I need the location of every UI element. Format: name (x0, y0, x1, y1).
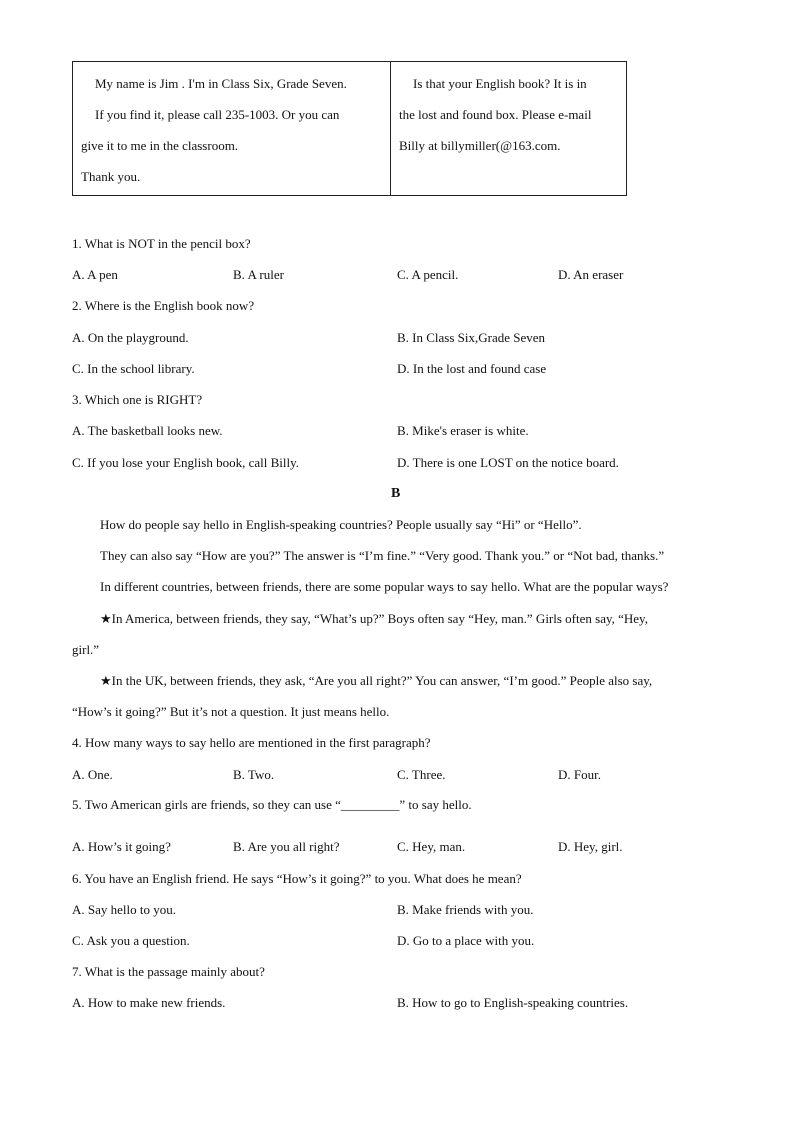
section-b-heading: B (391, 486, 401, 501)
q4-option-c: C. Three. (397, 767, 446, 782)
q2-option-a: A. On the playground. (72, 330, 189, 345)
q6-option-a: A. Say hello to you. (72, 902, 176, 917)
question-2: 2. Where is the English book now? (72, 298, 255, 313)
q5-option-d: D. Hey, girl. (558, 839, 623, 854)
passage-line-4: ★In America, between friends, they say, “What’s up?” Boys often say “Hey, man.” Girls often say, “Hey, (100, 611, 648, 626)
notice-jim-line-3: give it to me in the classroom. (81, 138, 239, 153)
q7-option-a: A. How to make new friends. (72, 995, 226, 1010)
notice-jim (73, 62, 391, 195)
q3-option-b: B. Mike's eraser is white. (397, 423, 529, 438)
passage-line-7: “How’s it going?” But it’s not a question. It just means hello. (72, 704, 390, 719)
q4-option-d: D. Four. (558, 767, 601, 782)
q3-option-c: C. If you lose your English book, call Billy. (72, 455, 299, 470)
passage-line-6: ★In the UK, between friends, they ask, “Are you all right?” You can answer, “I’m good.” People also say, (100, 673, 653, 688)
q5-option-b: B. Are you all right? (233, 839, 340, 854)
notice-billy-line-3: Billy at billymiller(@163.com. (399, 138, 561, 153)
q4-option-b: B. Two. (233, 767, 275, 782)
passage-line-3: In different countries, between friends, there are some popular ways to say hello. What are the popular ways? (100, 579, 669, 594)
notice-jim-line-4: Thank you. (81, 169, 141, 184)
q3-option-d: D. There is one LOST on the notice board. (397, 455, 619, 470)
q1-option-a: A. A pen (72, 267, 118, 282)
notice-jim-line-1: My name is Jim . I'm in Class Six, Grade Seven. (95, 76, 347, 91)
q3-option-a: A. The basketball looks new. (72, 423, 223, 438)
notice-billy-line-1: Is that your English book? It is in (413, 76, 587, 91)
question-7: 7. What is the passage mainly about? (72, 964, 265, 979)
passage-line-1: How do people say hello in English-speaking countries? People usually say “Hi” or “Hello”. (100, 517, 582, 532)
passage-line-5: girl.” (72, 642, 100, 657)
q2-option-c: C. In the school library. (72, 361, 195, 376)
question-1: 1. What is NOT in the pencil box? (72, 236, 251, 251)
question-5: 5. Two American girls are friends, so they can use “_________” to say hello. (72, 797, 472, 812)
q6-option-b: B. Make friends with you. (397, 902, 534, 917)
notice-billy (391, 62, 626, 195)
notice-jim-line-2: If you find it, please call 235-1003. Or you can (95, 107, 340, 122)
q7-option-b: B. How to go to English-speaking countries. (397, 995, 629, 1010)
question-6: 6. You have an English friend. He says “How’s it going?” to you. What does he mean? (72, 871, 522, 886)
q1-option-b: B. A ruler (233, 267, 284, 282)
q2-option-d: D. In the lost and found case (397, 361, 547, 376)
question-3: 3. Which one is RIGHT? (72, 392, 203, 407)
q6-option-d: D. Go to a place with you. (397, 933, 535, 948)
q2-option-b: B. In Class Six,Grade Seven (397, 330, 546, 345)
q1-option-c: C. A pencil. (397, 267, 459, 282)
q1-option-d: D. An eraser (558, 267, 624, 282)
q5-option-c: C. Hey, man. (397, 839, 466, 854)
notice-billy-line-2: the lost and found box. Please e-mail (399, 107, 592, 122)
passage-line-2: They can also say “How are you?” The answer is “I’m fine.” “Very good. Thank you.” or “Not bad, thanks.” (100, 548, 665, 563)
q5-option-a: A. How’s it going? (72, 839, 171, 854)
notice-table (72, 61, 627, 196)
question-4: 4. How many ways to say hello are mentioned in the first paragraph? (72, 735, 431, 750)
q4-option-a: A. One. (72, 767, 113, 782)
q6-option-c: C. Ask you a question. (72, 933, 190, 948)
